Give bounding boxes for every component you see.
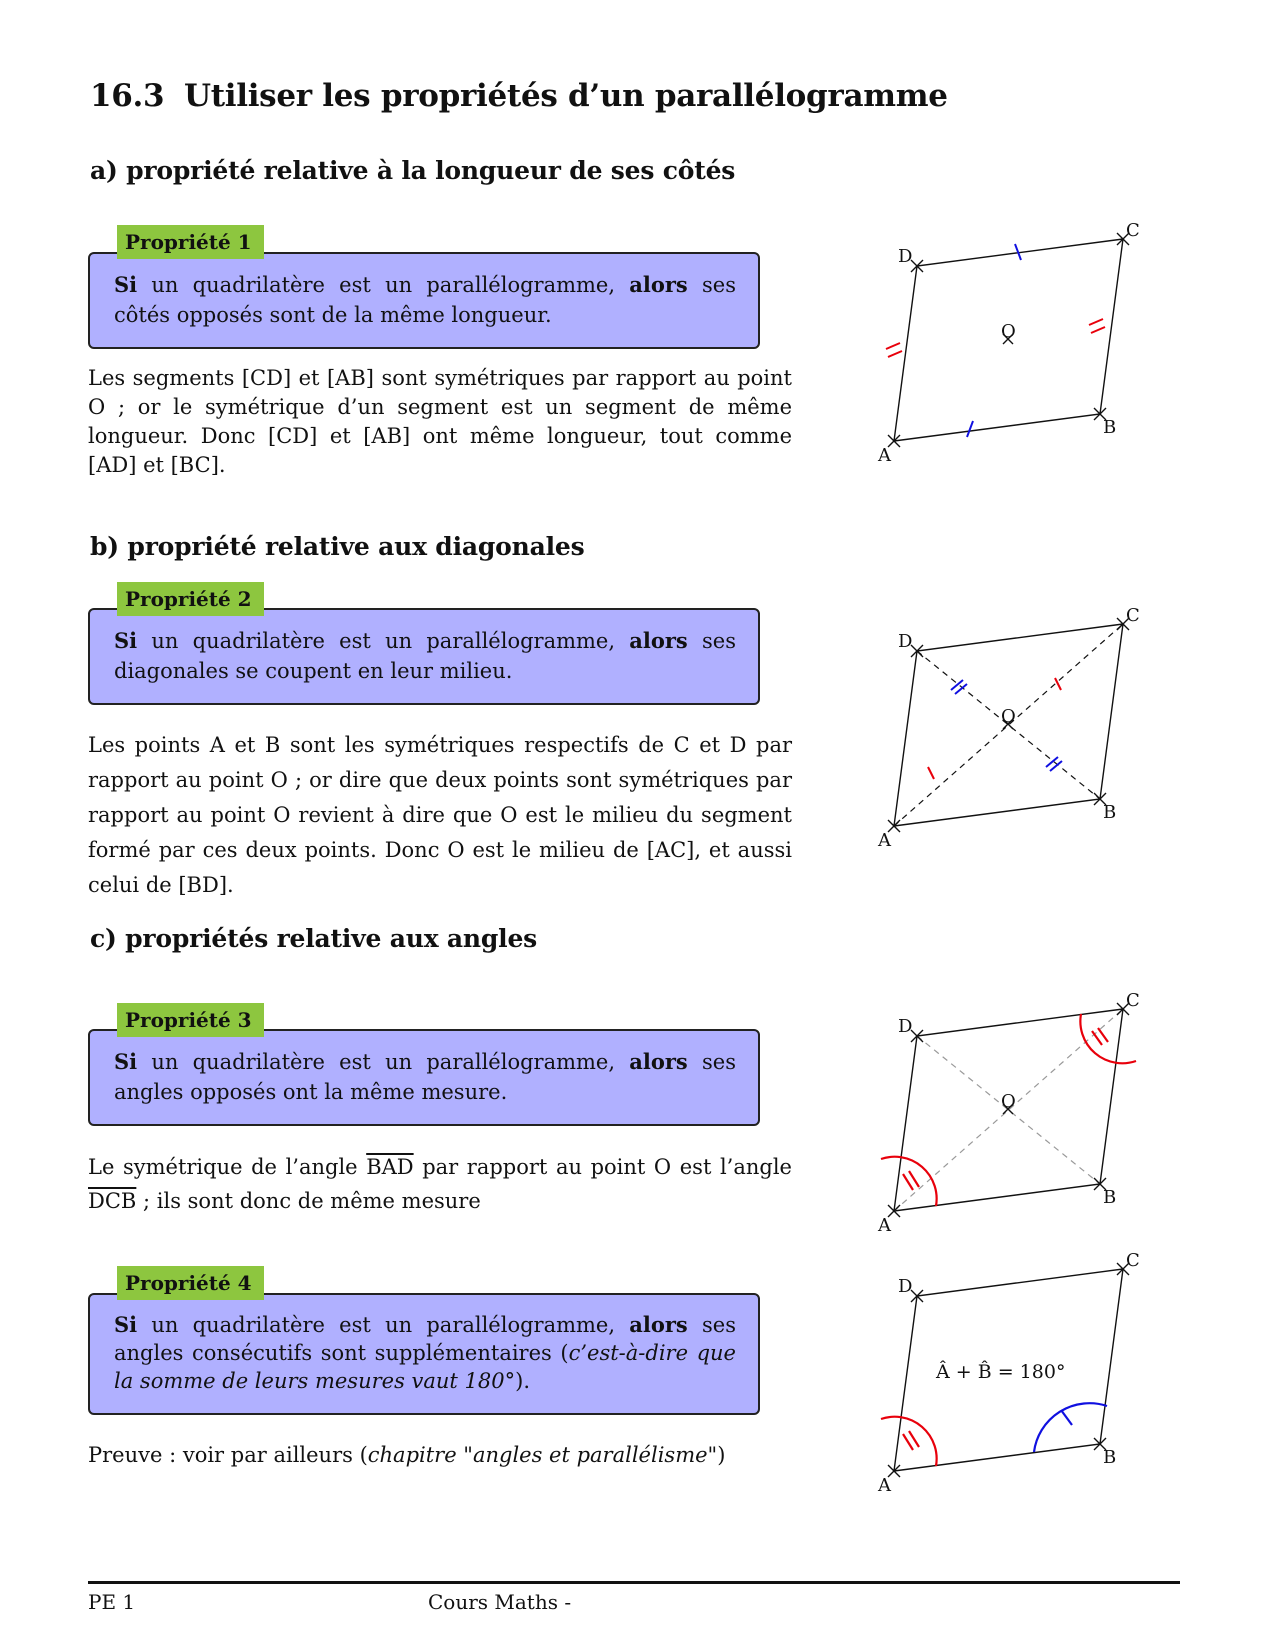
proof-3-text-3: ; ils sont donc de même mesure [136, 1189, 481, 1213]
tick-ad [886, 343, 902, 357]
label-a: A [878, 1215, 891, 1236]
alors-keyword: alors [629, 272, 688, 297]
proof-3 [88, 1150, 792, 1218]
si-keyword: Si [114, 1312, 138, 1337]
property-4-conclusion: ses angles consécutifs sont supplémentaires ( [114, 1313, 736, 1365]
si-keyword: Si [114, 628, 138, 653]
premise-text: un quadrilatère est un parallélogramme, [137, 1313, 630, 1337]
label-a: A [878, 1475, 891, 1496]
property-1-label: Propriété 1 [117, 225, 264, 259]
tick-do [951, 680, 967, 694]
property-3-box [88, 1029, 760, 1126]
label-c: C [1126, 605, 1140, 626]
tick-ob [1046, 757, 1062, 771]
red-tick-marks [886, 319, 1105, 357]
alors-keyword: alors [629, 1312, 688, 1337]
property-3-conclusion: ses angles opposés ont la même mesure. [114, 1050, 736, 1104]
property-2-label: Propriété 2 [117, 582, 264, 616]
proof-4-text-2: ) [717, 1443, 726, 1467]
proof-3-text-2: par rapport au point O est l’angle [413, 1155, 792, 1179]
alors-keyword: alors [629, 628, 688, 653]
property-4-italic: c’est-à-dire que la somme de leurs mesures vaut 180° [114, 1341, 736, 1393]
property-2-box [88, 608, 760, 705]
subsection-b-title: b) propriété relative aux diagonales [90, 532, 585, 561]
property-1-conclusion: ses côtés opposés sont de la même longueur. [114, 273, 736, 327]
angle-dcb: $\overline{DCB}$ [88, 1189, 137, 1213]
property-3-label: Propriété 3 [117, 1003, 264, 1037]
label-b: B [1103, 802, 1117, 823]
proof-4 [88, 1440, 792, 1470]
label-o: O [1001, 1091, 1016, 1112]
footer-rule [88, 1581, 1180, 1584]
label-c: C [1126, 1250, 1140, 1271]
label-c: C [1126, 990, 1140, 1011]
subsection-a-title: a) propriété relative à la longueur de ses côtés [90, 156, 736, 185]
figure-parallelogram-diagonals [870, 600, 1210, 860]
label-d: D [898, 1016, 913, 1037]
proof-2: Les points A et B sont les symétriques respectifs de C et D par rapport au point O ; or dire que deux points sont symétriques par rapport au point O revient à dire que O est le milieu du segment formé par ces deux points. Donc O est le milieu de [AC], et aussi celui de [BD]. [88, 733, 792, 897]
premise-text: un quadrilatère est un parallélogramme, [137, 273, 630, 297]
footer-left: PE 1 [88, 1590, 136, 1614]
section-title-text: Utiliser les propriétés d’un parallélogramme [184, 78, 948, 114]
label-a: A [878, 830, 891, 851]
red-angle-mark [881, 1417, 937, 1466]
label-d: D [898, 631, 913, 652]
property-4-box [88, 1293, 760, 1415]
tick-ab [967, 421, 973, 437]
tick-bc [1089, 319, 1105, 333]
proof-4-italic: chapitre "angles et parallélisme" [367, 1443, 718, 1467]
premise-text: un quadrilatère est un parallélogramme, [137, 1050, 630, 1074]
tick-ao [928, 767, 934, 779]
label-o: O [1001, 321, 1016, 342]
premise-text: un quadrilatère est un parallélogramme, [137, 629, 630, 653]
angle-ticks-a [903, 1431, 919, 1450]
label-b: B [1103, 1447, 1117, 1468]
label-b: B [1103, 1187, 1117, 1208]
property-4-label: Propriété 4 [117, 1266, 264, 1300]
label-d: D [898, 1276, 913, 1297]
section-title [90, 78, 948, 114]
property-4-end: ). [515, 1369, 531, 1393]
angle-ticks-a [903, 1171, 919, 1190]
footer-center: Cours Maths - [428, 1590, 572, 1614]
figure-parallelogram-consecutive-angles [870, 1245, 1210, 1505]
section-number: 16.3 [90, 78, 165, 114]
angle-ticks-c [1092, 1028, 1108, 1045]
si-keyword: Si [114, 272, 138, 297]
property-2-conclusion: ses diagonales se coupent en leur milieu. [114, 629, 736, 683]
property-1-box [88, 252, 760, 349]
label-b: B [1103, 417, 1117, 438]
proof-4-text-1: Preuve : voir par ailleurs ( [88, 1443, 368, 1467]
red-tick-marks [928, 678, 1061, 779]
label-a: A [878, 445, 891, 466]
alors-keyword: alors [629, 1049, 688, 1074]
proof-1: Les segments [CD] et [AB] sont symétriques par rapport au point O ; or le symétrique d’un segment est un segment de même longueur. Donc [CD] et [AB] ont même longueur, tout comme [AD] et [BC]. [88, 366, 792, 477]
angle-bad: $\overline{BAD}$ [366, 1155, 414, 1179]
angle-sum-equation: Â + B̂ = 180° [936, 1361, 1066, 1383]
figure-parallelogram-opposite-angles [870, 985, 1210, 1245]
angle-tick-b [1061, 1410, 1072, 1425]
figure-parallelogram-sides [870, 215, 1210, 475]
subsection-c-title: c) propriétés relative aux angles [90, 924, 538, 953]
si-keyword: Si [114, 1049, 138, 1074]
proof-3-text-1: Le symétrique de l’angle [88, 1155, 367, 1179]
label-c: C [1126, 220, 1140, 241]
label-o: O [1001, 706, 1016, 727]
label-d: D [898, 246, 913, 267]
